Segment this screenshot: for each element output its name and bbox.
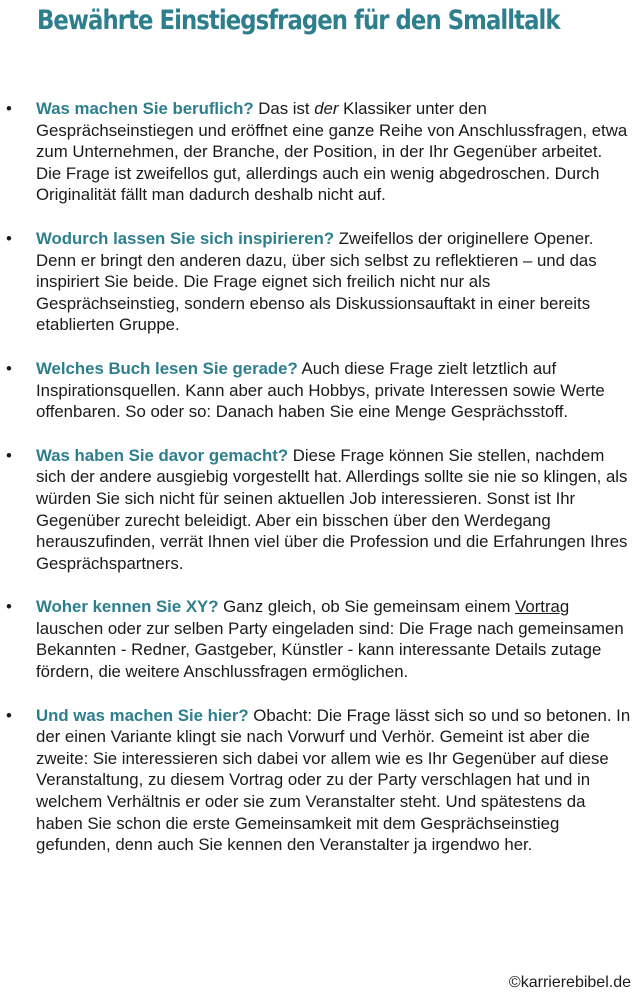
list-item xyxy=(0,705,637,856)
bullet: • xyxy=(6,445,12,465)
bullet: • xyxy=(6,705,12,725)
answer-text: lauschen oder zur selben Party eingeladen sind: Die Frage nach gemeinsamen Bekannten - Redner, Gastgeber, Künstler - kann interessante Details zutage fördern, die weitere Anschlussfragen ermöglichen. xyxy=(36,618,624,682)
answer-text: Zweifellos der originellere Opener. Denn er bringt den anderen dazu, über sich selbst zu reflektieren – und das inspiriert Sie beide. Die Frage eignet sich freilich nicht nur als Gesprächseinstieg, sondern ebenso als Diskussionsauftakt in einer bereits etablierten Gruppe. xyxy=(36,228,597,335)
bullet: • xyxy=(6,597,12,617)
copyright-footer: ©karrierebibel.de xyxy=(508,974,631,991)
answer-text: Das ist xyxy=(253,99,315,118)
question-label: Und was machen Sie hier? xyxy=(36,705,249,725)
answer-text: Auch diese Frage zielt letztlich auf Inspirationsquellen. Kann aber auch Hobbys, private Interessen sowie Werte offenbaren. So oder so: Danach haben Sie eine Menge Gesprächsstoff. xyxy=(36,358,605,422)
answer-text: Klassiker unter den Gesprächseinstiegen und eröffnet eine ganze Reihe von Anschlussfragen, etwa zum Unternehmen, der Branche, der Position, in der Ihr Gegenüber arbeitet. Die Frage ist zweifellos gut, allerdings auch ein wenig abgedroschen. Durch Originalität fällt man dadurch deshalb nicht auf. xyxy=(36,99,628,205)
question-label: Welches Buch lesen Sie gerade? xyxy=(36,358,298,378)
question-label: Was haben Sie davor gemacht? xyxy=(36,445,289,465)
page-title: Bewährte Einstiegsfragen für den Smalltalk xyxy=(37,5,560,36)
bullet: • xyxy=(6,358,12,378)
emphasis-text: der xyxy=(314,99,339,118)
list-item xyxy=(0,445,637,575)
question-list xyxy=(0,98,637,878)
question-label: Wodurch lassen Sie sich inspirieren? xyxy=(36,228,335,248)
list-item xyxy=(0,358,637,423)
list-item xyxy=(0,98,637,206)
question-label: Woher kennen Sie XY? xyxy=(36,597,219,617)
bullet: • xyxy=(6,228,12,248)
answer-text: Diese Frage können Sie stellen, nachdem sich der andere ausgiebig vorgestellt hat. Allerdings sollte sie nie so klingen, als würden Sie sich nicht für seinen aktuellen Job interessieren. Sonst ist Ihr Gegenüber zurecht beleidigt. Aber ein bisschen über den Werdegang herauszufinden, verrät Ihnen viel über die Profession und die Erfahrungen Ihres Gesprächspartners. xyxy=(36,445,628,573)
list-item xyxy=(0,228,637,336)
answer-text: Obacht: Die Frage lässt sich so und so betonen. In der einen Variante klingt sie nach Vorwurf und Verhör. Gemeint ist aber die zweite: Sie interessieren sich dabei vor allem wie es Ihr Gegenüber auf diese Veranstaltung, zu diesem Vortrag oder zu der Party verschlagen hat und in welchem Verhältnis er oder sie zum Veranstalter steht. Und spätestens da haben Sie schon die erste Gemeinsamkeit mit dem Gesprächseinstieg gefunden, denn auch Sie kennen den Veranstalter ja irgendwo her. xyxy=(36,705,631,855)
vortrag-link[interactable]: Vortrag xyxy=(515,597,570,617)
answer-text: Ganz gleich, ob Sie gemeinsam einem xyxy=(218,597,516,617)
list-item xyxy=(0,596,637,682)
bullet: • xyxy=(6,99,12,118)
question-label: Was machen Sie beruflich? xyxy=(36,99,254,118)
